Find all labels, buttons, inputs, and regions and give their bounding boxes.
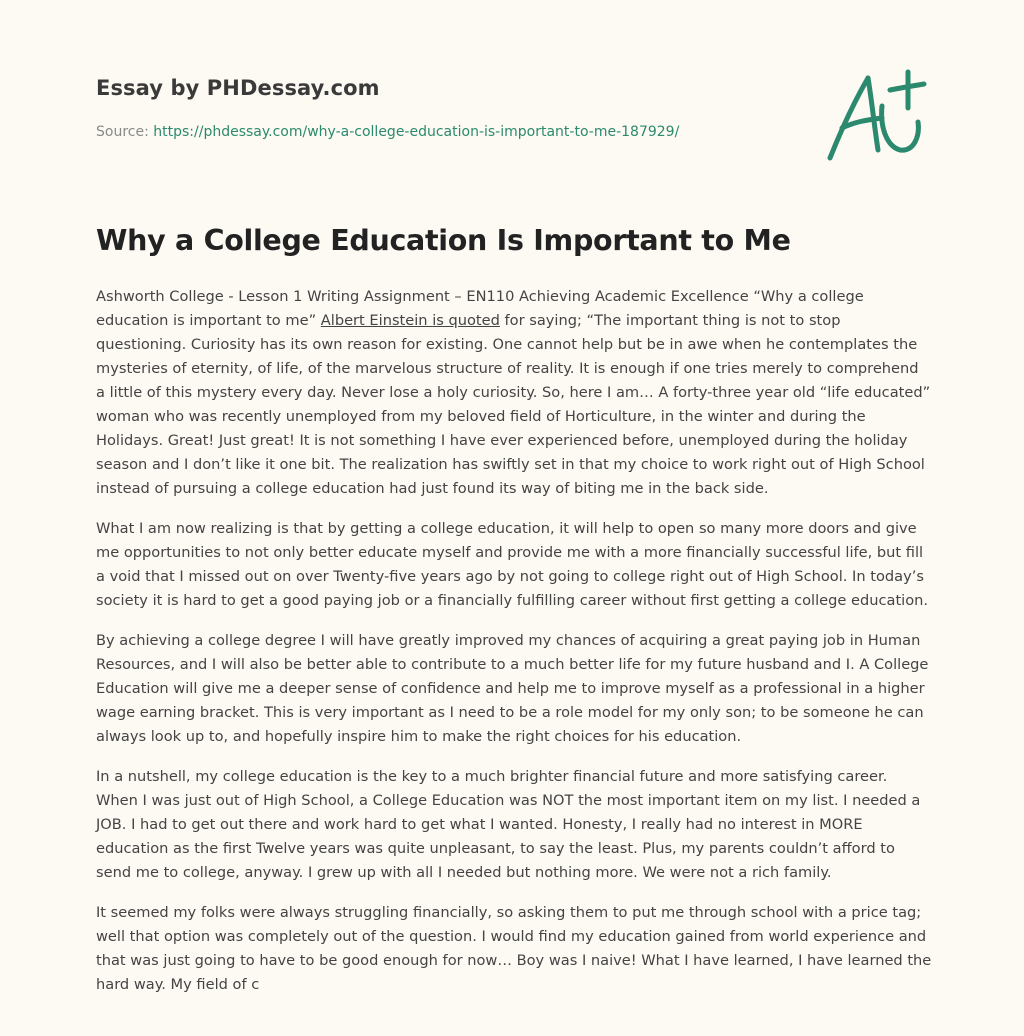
essay-paragraph-3: By achieving a college degree I will have greatly improved my chances of acquiring a great paying job in Human Resources, and I will also be better able to contribute to a much better life for my future husband and I. A College Education will give me a deeper sense of confidence and help me to improve myself as a professional in a higher wage earning bracket. This is very important as I need to be a role model for my only son; to be someone he can always look up to, and hopefully inspire him to make the right choices for his education.	[96, 632, 929, 745]
paragraph-text: Ashworth College - Lesson 1 Writing Assignment – EN110 Achieving Academic Excellence “Why a college education is important to me”	[96, 288, 864, 329]
essay-paragraph-1	[96, 285, 932, 501]
source-line	[96, 124, 679, 140]
source-label: Source:	[96, 124, 154, 140]
essay-paragraph-5: It seemed my folks were always struggling financially, so asking them to put me through school with a price tag; well that option was completely out of the question. I would find my education gained from world experience and that was just going to have to be good enough for now… Boy was I naive! What I have learned, I have learned the hard way. My field of c	[96, 904, 932, 993]
paragraph-text: for saying; “The important thing is not to stop questioning. Curiosity has its own reason for existing. One cannot help but be in awe when he contemplates the mysteries of eternity, of life, of the marvelous structure of reality. It is enough if one tries merely to comprehend a little of this mystery every day. Never lose a holy curiosity. So, here I am… A forty-three year old “life educated” woman who was recently unemployed from my beloved field of Horticulture, in the winter and during the Holidays. Great! Just great! It is not something I have ever experienced before, unemployed during the holiday season and I don’t like it one bit. The realization has swiftly set in that my choice to work right out of High School instead of pursuing a college education had just found its way of biting me in the back side.	[96, 312, 931, 497]
essay-body	[96, 285, 932, 1013]
einstein-quote-link[interactable]: Albert Einstein is quoted	[320, 312, 500, 329]
source-link[interactable]: https://phdessay.com/why-a-college-education-is-important-to-me-187929/	[153, 124, 680, 140]
brand-title: Essay by PHDessay.com	[96, 76, 380, 100]
essay-paragraph-2: What I am now realizing is that by getting a college education, it will help to open so many more doors and give me opportunities to not only better educate myself and provide me with a more financially successful life, but fill a void that I missed out on over Twenty-five years ago by not going to college right out of High School. In today’s society it is hard to get a good paying job or a financially fulfilling career without first getting a college education.	[96, 520, 929, 609]
essay-title: Why a College Education Is Important to Me	[96, 224, 791, 257]
a-plus-logo-icon	[820, 66, 930, 166]
essay-paragraph-4: In a nutshell, my college education is the key to a much brighter financial future and more satisfying career. When I was just out of High School, a College Education was NOT the most important item on my list. I needed a JOB. I had to get out there and work hard to get what I wanted. Honesty, I really had no interest in MORE education as the first Twelve years was quite unpleasant, to say the least. Plus, my parents couldn’t afford to send me to college, anyway. I grew up with all I needed but nothing more. We were not a rich family.	[96, 768, 921, 881]
